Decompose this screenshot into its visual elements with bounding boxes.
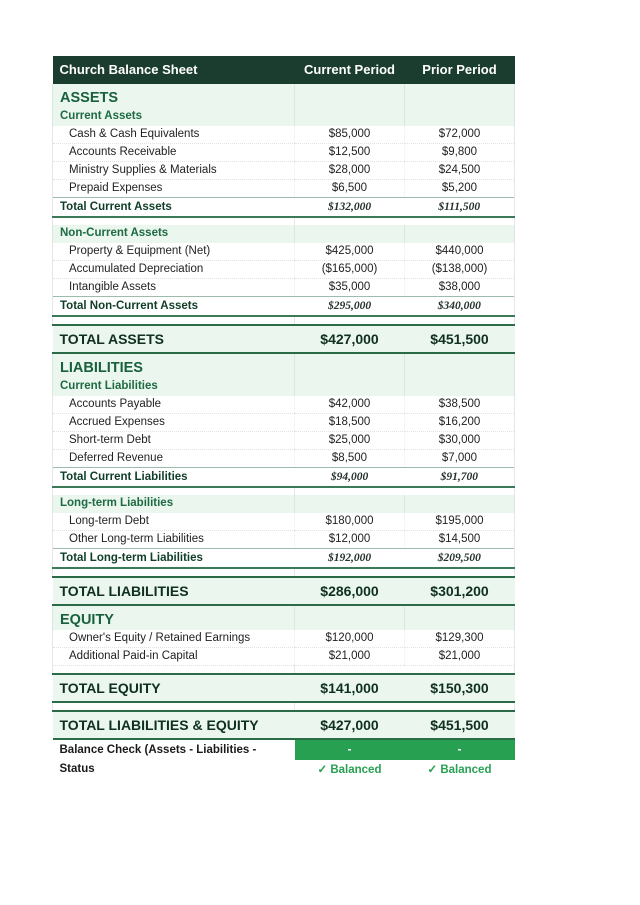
row-spacer (53, 666, 515, 675)
section-header-assets (53, 84, 515, 108)
row-spacer (53, 568, 515, 577)
section-equity-spacer-prior (405, 605, 515, 630)
subtotal-row-current-liabilities (53, 468, 515, 488)
row-spacer-prior (405, 487, 515, 495)
line-item-label: Accumulated Depreciation (53, 261, 295, 279)
row-spacer (53, 702, 515, 711)
total-label: TOTAL LIABILITIES (53, 577, 295, 605)
total-row-total-equity (53, 674, 515, 702)
line-item-label: Additional Paid-in Capital (53, 648, 295, 666)
total-row-total-assets (53, 325, 515, 353)
line-item-value-prior: $30,000 (405, 432, 515, 450)
subsection-header-current-assets (53, 108, 515, 126)
table-row (53, 180, 515, 198)
line-item-value-prior: $24,500 (405, 162, 515, 180)
status-row (53, 760, 515, 780)
row-spacer-prior (405, 316, 515, 325)
subsection-current-assets-spacer-prior (405, 108, 515, 126)
line-item-label: Prepaid Expenses (53, 180, 295, 198)
line-item-value-current: $25,000 (295, 432, 405, 450)
row-spacer-current (295, 316, 405, 325)
row-spacer-label (53, 217, 295, 225)
line-item-value-current: $180,000 (295, 513, 405, 531)
subtotal-row-current-assets (53, 198, 515, 218)
line-item-value-prior: $440,000 (405, 243, 515, 261)
line-item-value-current: $18,500 (295, 414, 405, 432)
line-item-label: Other Long-term Liabilities (53, 531, 295, 549)
line-item-value-prior: $14,500 (405, 531, 515, 549)
table-row (53, 279, 515, 297)
section-equity-spacer-current (295, 605, 405, 630)
row-spacer-current (295, 666, 405, 675)
subsection-long-term-spacer-prior (405, 495, 515, 513)
line-item-label: Ministry Supplies & Materials (53, 162, 295, 180)
line-item-value-prior: $16,200 (405, 414, 515, 432)
row-spacer (53, 487, 515, 495)
row-spacer (53, 217, 515, 225)
row-spacer-prior (405, 702, 515, 711)
total-value-prior: $150,300 (405, 674, 515, 702)
table-row (53, 396, 515, 414)
line-item-label: Accounts Receivable (53, 144, 295, 162)
line-item-value-current: $120,000 (295, 630, 405, 648)
subtotal-value-prior: $209,500 (405, 549, 515, 569)
subsection-non-current-assets-spacer-prior (405, 225, 515, 243)
subtotal-value-current: $132,000 (295, 198, 405, 218)
row-spacer-label (53, 316, 295, 325)
subsection-title-current-assets: Current Assets (53, 108, 295, 126)
total-value-prior: $451,500 (405, 325, 515, 353)
line-item-value-prior: $7,000 (405, 450, 515, 468)
row-spacer-label (53, 702, 295, 711)
section-liabilities-spacer-prior (405, 353, 515, 378)
line-item-value-current: $35,000 (295, 279, 405, 297)
subtotal-value-current: $94,000 (295, 468, 405, 488)
line-item-value-prior: ($138,000) (405, 261, 515, 279)
line-item-value-prior: $9,800 (405, 144, 515, 162)
line-item-value-prior: $5,200 (405, 180, 515, 198)
table-header-row (53, 56, 515, 84)
subsection-title-current-liabilities: Current Liabilities (53, 378, 295, 396)
total-label: TOTAL LIABILITIES & EQUITY (53, 711, 295, 739)
balance-check-value-prior: - (405, 739, 515, 760)
row-spacer-prior (405, 217, 515, 225)
subsection-title-non-current-assets: Non-Current Assets (53, 225, 295, 243)
line-item-value-current: $8,500 (295, 450, 405, 468)
subtotal-value-prior: $111,500 (405, 198, 515, 218)
total-row-total-liabilities-and-equity (53, 711, 515, 739)
section-liabilities-spacer-current (295, 353, 405, 378)
line-item-value-prior: $195,000 (405, 513, 515, 531)
table-row (53, 144, 515, 162)
row-spacer-prior (405, 666, 515, 675)
row-spacer-label (53, 666, 295, 675)
table-row (53, 531, 515, 549)
subsection-header-current-liabilities (53, 378, 515, 396)
line-item-value-current: $12,000 (295, 531, 405, 549)
line-item-value-current: $425,000 (295, 243, 405, 261)
total-value-current: $286,000 (295, 577, 405, 605)
section-header-equity (53, 605, 515, 630)
subsection-non-current-assets-spacer-current (295, 225, 405, 243)
line-item-value-prior: $72,000 (405, 126, 515, 144)
total-label: TOTAL ASSETS (53, 325, 295, 353)
section-title-equity: EQUITY (53, 605, 295, 630)
row-spacer (53, 316, 515, 325)
subsection-header-long-term-liabilities (53, 495, 515, 513)
row-spacer-current (295, 568, 405, 577)
balance-check-row (53, 739, 515, 760)
section-assets-spacer-prior (405, 84, 515, 108)
column-header-prior-period: Prior Period (405, 56, 515, 84)
subtotal-value-prior: $340,000 (405, 297, 515, 317)
subsection-current-liabilities-spacer-prior (405, 378, 515, 396)
status-badge-prior: ✓ Balanced (405, 760, 515, 780)
total-value-current: $427,000 (295, 711, 405, 739)
table-row (53, 648, 515, 666)
column-header-current-period: Current Period (295, 56, 405, 84)
line-item-label: Accrued Expenses (53, 414, 295, 432)
subtotal-row-long-term-liabilities (53, 549, 515, 569)
line-item-value-current: ($165,000) (295, 261, 405, 279)
total-row-total-liabilities (53, 577, 515, 605)
line-item-label: Property & Equipment (Net) (53, 243, 295, 261)
table-row (53, 450, 515, 468)
line-item-label: Short-term Debt (53, 432, 295, 450)
table-row (53, 126, 515, 144)
subsection-long-term-spacer-current (295, 495, 405, 513)
line-item-label: Deferred Revenue (53, 450, 295, 468)
table-row (53, 414, 515, 432)
subsection-title-long-term-liabilities: Long-term Liabilities (53, 495, 295, 513)
total-value-prior: $451,500 (405, 711, 515, 739)
table-row (53, 261, 515, 279)
row-spacer-current (295, 702, 405, 711)
status-label: Status (53, 760, 295, 780)
row-spacer-current (295, 217, 405, 225)
line-item-value-current: $12,500 (295, 144, 405, 162)
total-value-current: $427,000 (295, 325, 405, 353)
section-title-liabilities: LIABILITIES (53, 353, 295, 378)
section-title-assets: ASSETS (53, 84, 295, 108)
line-item-label: Long-term Debt (53, 513, 295, 531)
table-row (53, 162, 515, 180)
line-item-value-current: $28,000 (295, 162, 405, 180)
line-item-value-prior: $38,500 (405, 396, 515, 414)
sheet-title: Church Balance Sheet (53, 56, 295, 84)
subsection-current-liabilities-spacer-current (295, 378, 405, 396)
line-item-value-current: $21,000 (295, 648, 405, 666)
row-spacer-label (53, 487, 295, 495)
row-spacer-current (295, 487, 405, 495)
total-label: TOTAL EQUITY (53, 674, 295, 702)
line-item-value-prior: $21,000 (405, 648, 515, 666)
line-item-value-prior: $129,300 (405, 630, 515, 648)
balance-sheet-container (52, 56, 514, 780)
total-value-current: $141,000 (295, 674, 405, 702)
subtotal-label: Total Non-Current Assets (53, 297, 295, 317)
line-item-value-current: $85,000 (295, 126, 405, 144)
table-row (53, 243, 515, 261)
subtotal-row-non-current-assets (53, 297, 515, 317)
table-row (53, 432, 515, 450)
subtotal-value-current: $295,000 (295, 297, 405, 317)
row-spacer-prior (405, 568, 515, 577)
line-item-value-current: $42,000 (295, 396, 405, 414)
line-item-label: Intangible Assets (53, 279, 295, 297)
total-value-prior: $301,200 (405, 577, 515, 605)
subtotal-value-current: $192,000 (295, 549, 405, 569)
subsection-header-non-current-assets (53, 225, 515, 243)
line-item-value-prior: $38,000 (405, 279, 515, 297)
subtotal-value-prior: $91,700 (405, 468, 515, 488)
section-header-liabilities (53, 353, 515, 378)
line-item-label: Owner's Equity / Retained Earnings (53, 630, 295, 648)
table-row (53, 513, 515, 531)
subtotal-label: Total Current Assets (53, 198, 295, 218)
balance-sheet-table (52, 56, 515, 780)
subtotal-label: Total Current Liabilities (53, 468, 295, 488)
subsection-current-assets-spacer-current (295, 108, 405, 126)
table-row (53, 630, 515, 648)
balance-check-value-current: - (295, 739, 405, 760)
subtotal-label: Total Long-term Liabilities (53, 549, 295, 569)
line-item-value-current: $6,500 (295, 180, 405, 198)
line-item-label: Accounts Payable (53, 396, 295, 414)
row-spacer-label (53, 568, 295, 577)
status-badge-current: ✓ Balanced (295, 760, 405, 780)
balance-check-label: Balance Check (Assets - Liabilities - (53, 739, 295, 760)
line-item-label: Cash & Cash Equivalents (53, 126, 295, 144)
section-assets-spacer-current (295, 84, 405, 108)
